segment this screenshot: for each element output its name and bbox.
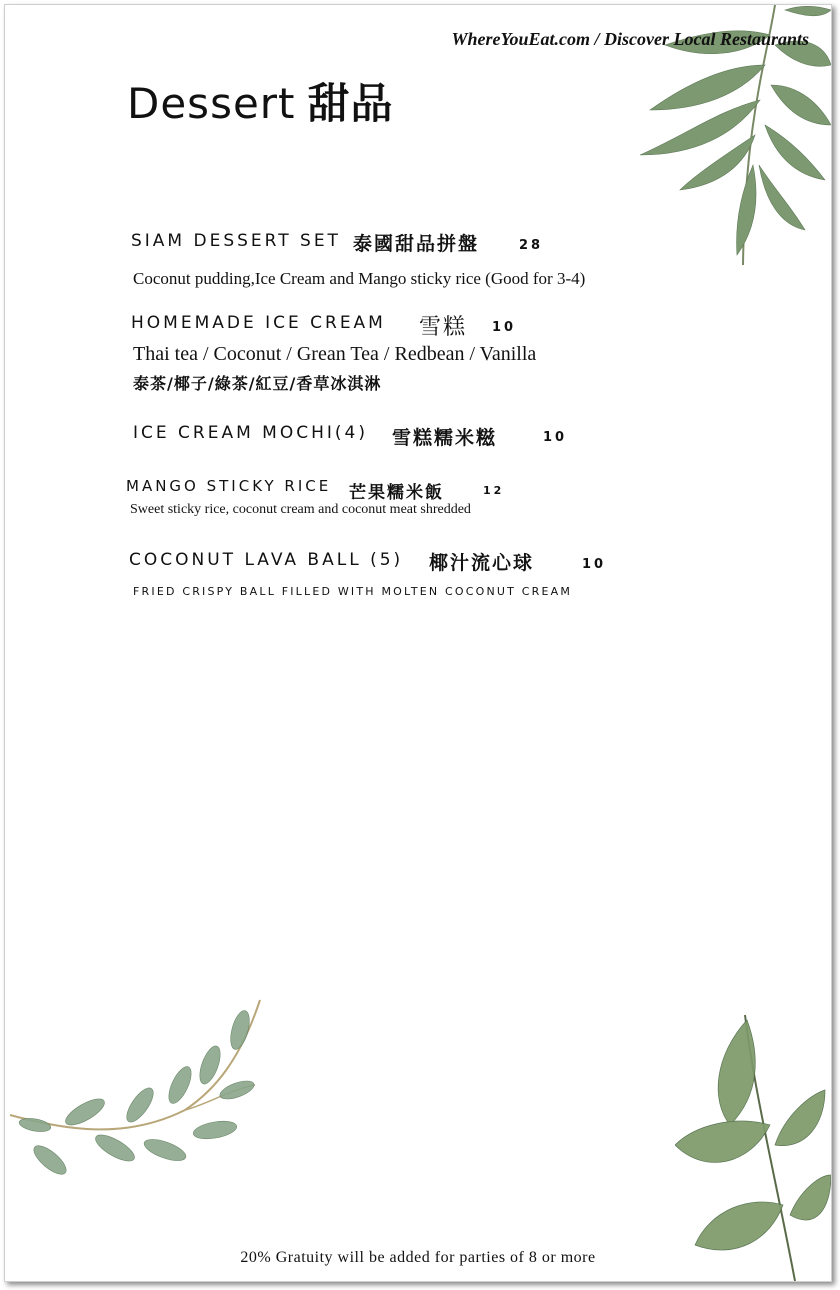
menu-item-header	[131, 231, 341, 251]
item-description-zh: 泰茶/椰子/綠茶/紅豆/香草冰淇淋	[133, 374, 382, 393]
item-name-en: MANGO STICKY RICE	[126, 477, 332, 495]
item-name-zh: 雪糕糯米糍	[392, 427, 498, 449]
item-name-zh: 泰國甜品拼盤	[353, 233, 480, 255]
item-name-en: HOMEMADE ICE CREAM	[131, 313, 386, 333]
item-price: 10	[543, 430, 568, 445]
gratuity-note: 20% Gratuity will be added for parties of 8 or more	[240, 1249, 596, 1266]
item-name-zh: 椰汁流心球	[429, 552, 535, 574]
foliage-bottom-left-image	[5, 990, 275, 1190]
item-description: Thai tea / Coconut / Grean Tea / Redbean / Vanilla	[133, 343, 537, 365]
item-name-en: ICE CREAM MOCHI(4)	[133, 423, 368, 443]
site-watermark: WhereYouEat.com / Discover Local Restaurants	[451, 29, 809, 49]
item-description: Sweet sticky rice, coconut cream and coconut meat shredded	[130, 502, 471, 517]
title-zh: 甜品	[307, 79, 394, 128]
item-name-en: SIAM DESSERT SET	[131, 231, 341, 251]
item-name-en: COCONUT LAVA BALL (5)	[129, 550, 404, 570]
item-price: 28	[519, 238, 544, 253]
item-price: 10	[492, 320, 517, 335]
item-name-zh: 芒果糯米飯	[349, 483, 444, 503]
item-name-zh: 雪糕	[419, 315, 468, 340]
menu-page	[4, 4, 832, 1282]
page-title	[127, 71, 394, 131]
item-price: 10	[582, 557, 607, 572]
item-description: Coconut pudding,Ice Cream and Mango sticky rice (Good for 3-4)	[133, 269, 586, 288]
item-description: FRIED CRISPY BALL FILLED WITH MOLTEN COCONUT CREAM	[133, 585, 573, 598]
foliage-bottom-right-image	[675, 1015, 831, 1281]
item-price: 12	[483, 484, 505, 497]
title-en: Dessert	[127, 79, 296, 128]
